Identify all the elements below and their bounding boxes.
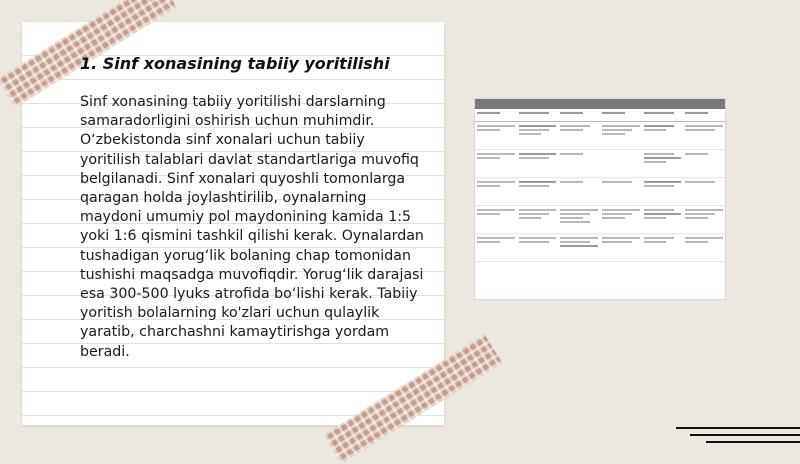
decorative-line-1 xyxy=(676,427,800,429)
table-row xyxy=(475,206,725,234)
slide-title: 1. Sinf xonasining tabiiy yoritilishi xyxy=(80,54,390,73)
decorative-line-3 xyxy=(706,441,800,443)
table-row xyxy=(475,150,725,178)
table-row xyxy=(475,122,725,150)
table-row xyxy=(475,178,725,206)
table-row xyxy=(475,109,725,122)
decorative-line-2 xyxy=(690,434,800,436)
table-row xyxy=(475,234,725,262)
table-image-header xyxy=(475,99,725,109)
slide-body-text: Sinf xonasining tabiiy yoritilishi darslarning samaradorligini oshirish uchun muhimdir. O‘zbekistonda sinf xonalari uchun tabiiy yoritilish talablari davlat standartlariga muvofiq belgilanadi. Sinf xonalari quyoshli tomonlarga qaragan holda joylashtirilib, oynalarning maydoni umumiy pol maydonining kamida 1:5 yoki 1:6 qismini tashkil qilishi kerak. Oynalardan tushadigan yorug‘lik bolaning chap tomonidan tushishi maqsadga muvofiqdir. Yorug‘lik darajasi esa 300-500 lyuks atrofida bo‘lishi kerak. Tabiiy yoritish bolalarning ko'zlari uchun qulaylik yaratib, charchashni kamaytirishga yordam beradi. xyxy=(80,94,424,360)
table-image xyxy=(474,98,726,300)
table-image-grid xyxy=(475,109,725,262)
